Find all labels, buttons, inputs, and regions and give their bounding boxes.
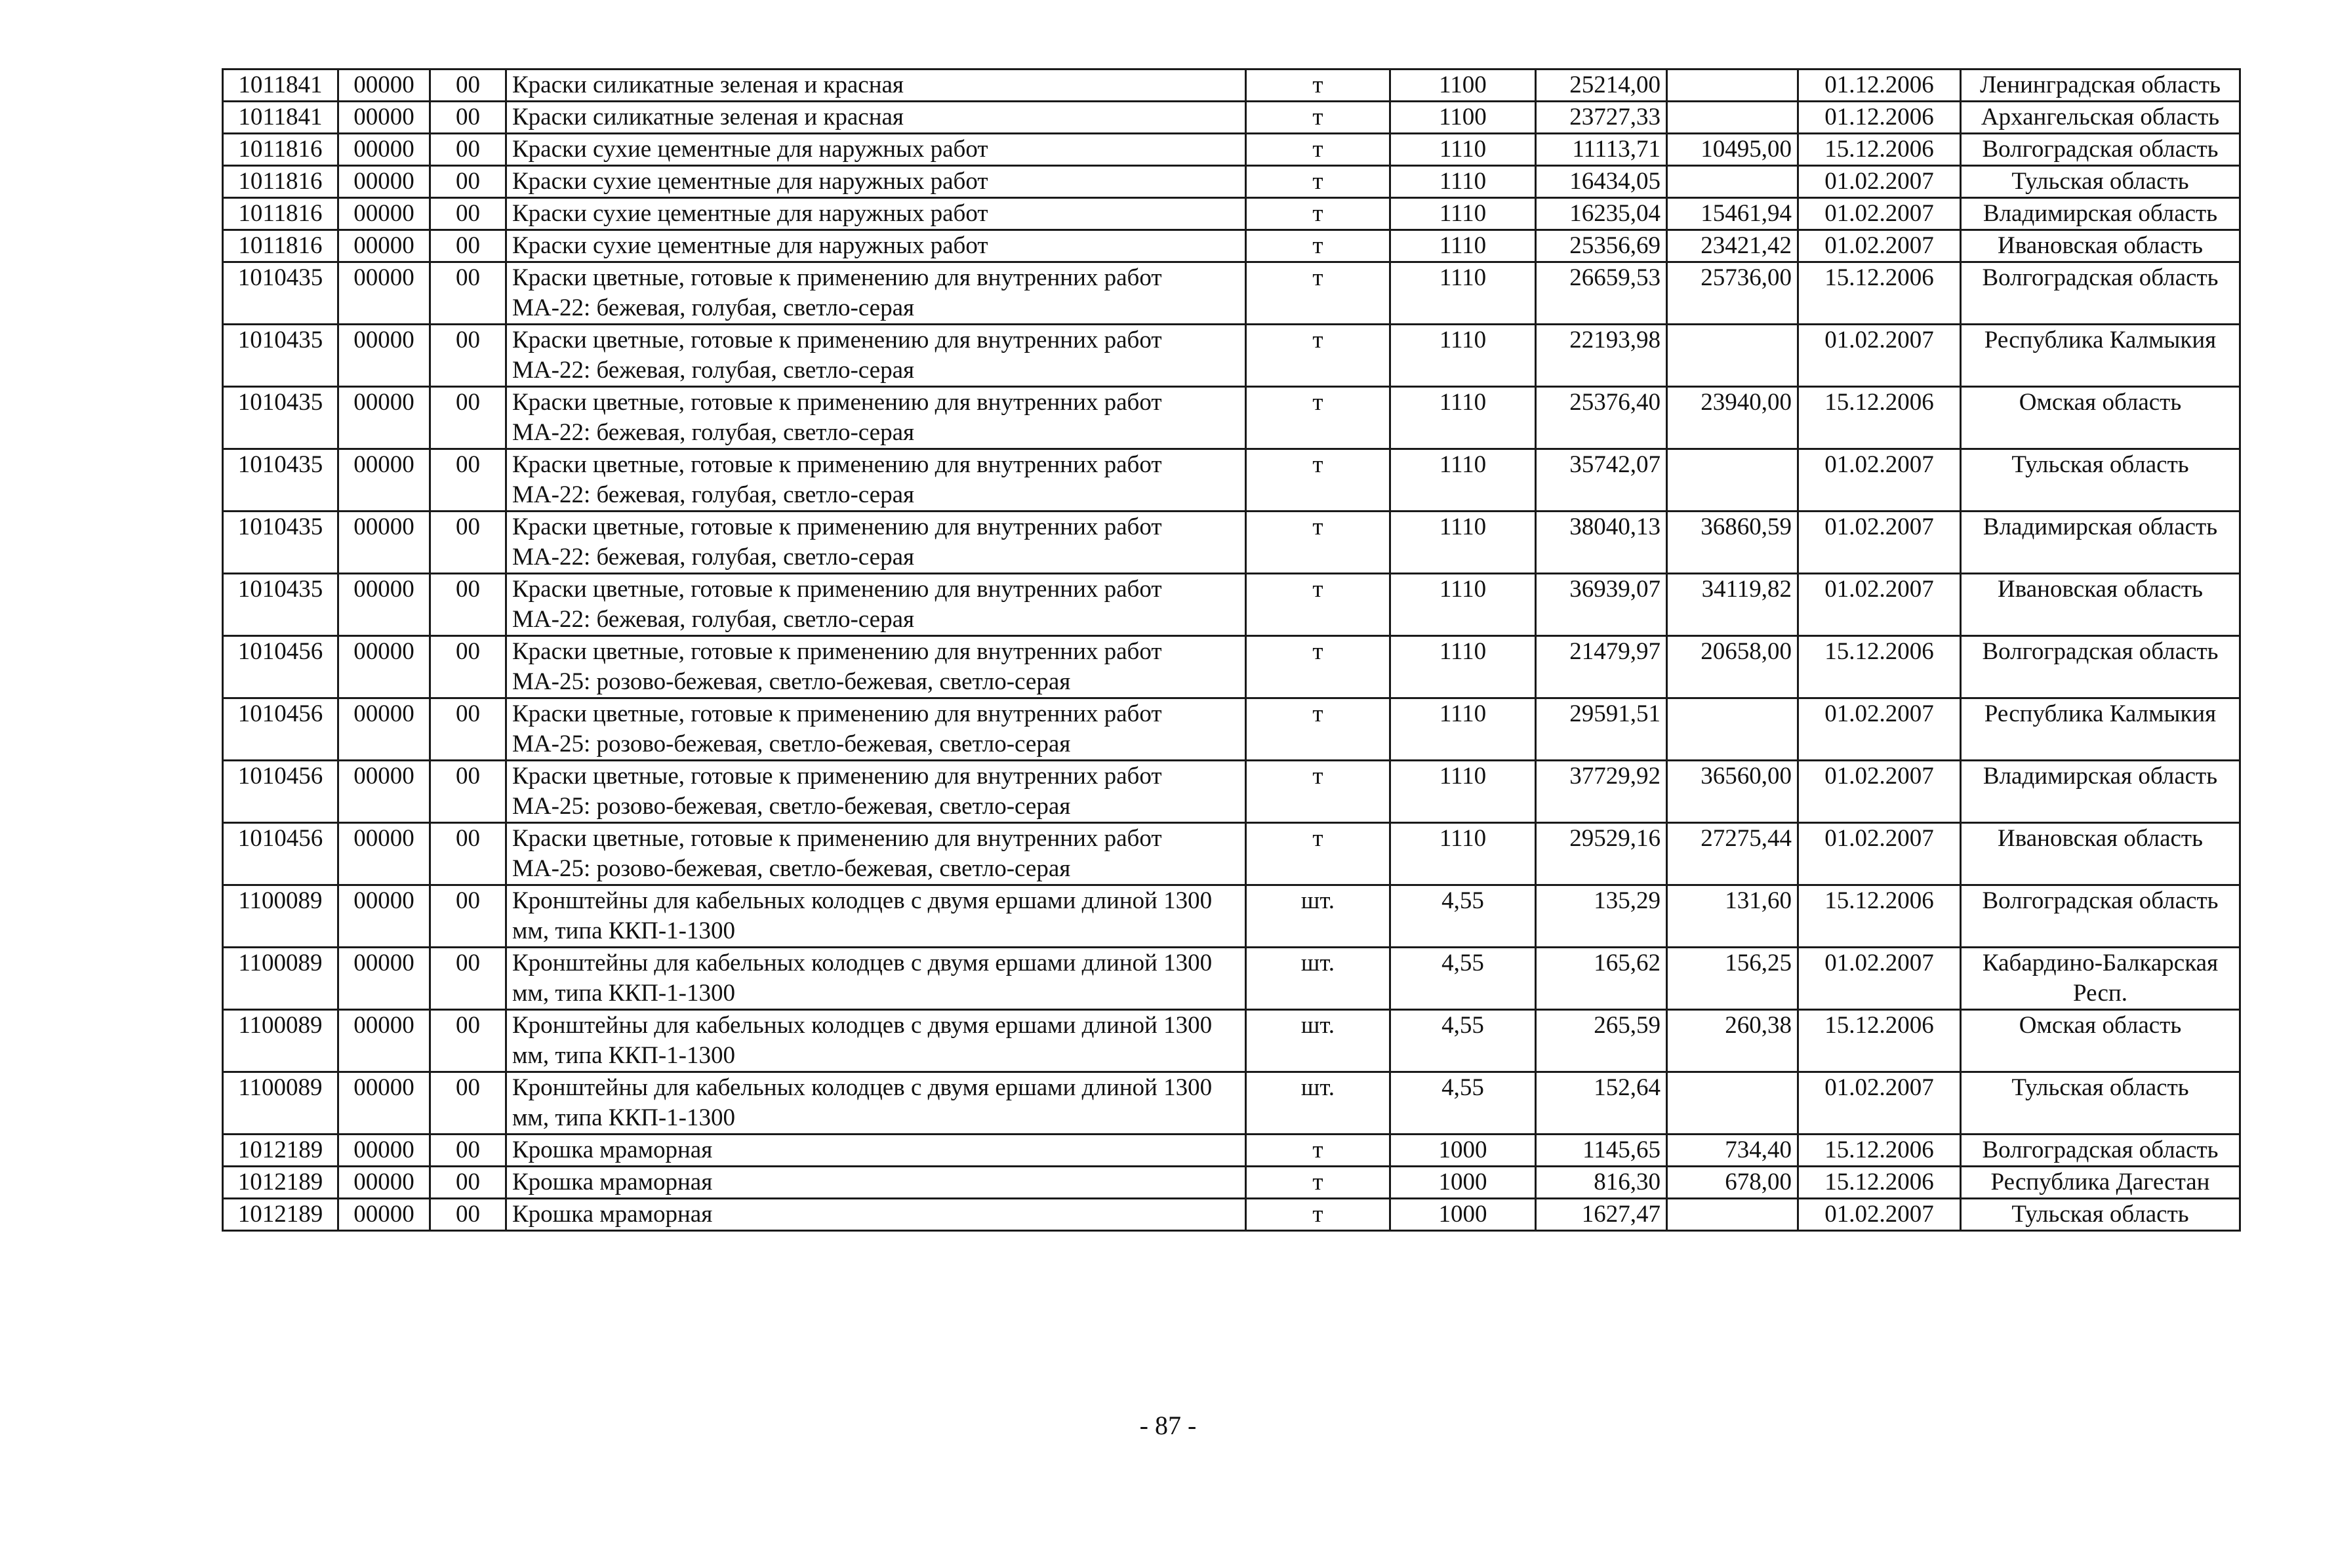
subcode2-cell: 00 [430, 262, 506, 325]
price-cell: 16434,05 [1536, 166, 1667, 198]
item-name-cell: Крошка мраморная [506, 1135, 1246, 1167]
price-vat-cell: 10495,00 [1667, 134, 1798, 166]
norm-code-cell: 4,55 [1390, 1072, 1536, 1135]
region-cell: Республика Калмыкия [1961, 698, 2240, 761]
unit-cell: т [1246, 449, 1390, 512]
norm-code-cell: 4,55 [1390, 885, 1536, 948]
table-row [223, 1199, 2240, 1231]
table-row [223, 325, 2240, 387]
price-cell: 25356,69 [1536, 230, 1667, 262]
subcode-cell: 00000 [338, 574, 430, 636]
norm-code-cell: 1000 [1390, 1167, 1536, 1199]
subcode-cell: 00000 [338, 134, 430, 166]
subcode-cell: 00000 [338, 102, 430, 134]
subcode-cell: 00000 [338, 262, 430, 325]
norm-code-cell: 1000 [1390, 1135, 1536, 1167]
norm-code-cell: 1110 [1390, 823, 1536, 885]
item-code-cell: 1010435 [223, 262, 338, 325]
price-vat-cell [1667, 1199, 1798, 1231]
subcode-cell: 00000 [338, 325, 430, 387]
date-cell: 01.02.2007 [1798, 823, 1961, 885]
subcode-cell: 00000 [338, 948, 430, 1010]
subcode2-cell: 00 [430, 134, 506, 166]
item-code-cell: 1010435 [223, 387, 338, 449]
subcode2-cell: 00 [430, 512, 506, 574]
subcode-cell: 00000 [338, 1010, 430, 1072]
price-cell: 1145,65 [1536, 1135, 1667, 1167]
subcode2-cell: 00 [430, 1135, 506, 1167]
table-row [223, 134, 2240, 166]
subcode2-cell: 00 [430, 948, 506, 1010]
table-row [223, 823, 2240, 885]
unit-cell: т [1246, 636, 1390, 698]
norm-code-cell: 4,55 [1390, 1010, 1536, 1072]
norm-code-cell: 1110 [1390, 325, 1536, 387]
price-cell: 21479,97 [1536, 636, 1667, 698]
unit-cell: т [1246, 698, 1390, 761]
table-row [223, 70, 2240, 102]
region-cell: Владимирская область [1961, 512, 2240, 574]
item-name-cell: Крошка мраморная [506, 1167, 1246, 1199]
norm-code-cell: 1110 [1390, 698, 1536, 761]
price-cell: 29529,16 [1536, 823, 1667, 885]
item-name-cell: Краски сухие цементные для наружных работ [506, 230, 1246, 262]
item-code-cell: 1010435 [223, 512, 338, 574]
region-cell: Волгоградская область [1961, 1135, 2240, 1167]
price-cell: 816,30 [1536, 1167, 1667, 1199]
region-cell: Архангельская область [1961, 102, 2240, 134]
item-name-cell: Краски сухие цементные для наружных работ [506, 134, 1246, 166]
norm-code-cell: 4,55 [1390, 948, 1536, 1010]
norm-code-cell: 1100 [1390, 70, 1536, 102]
price-cell: 36939,07 [1536, 574, 1667, 636]
item-code-cell: 1011816 [223, 230, 338, 262]
page-number: - 87 - [1139, 1411, 1197, 1440]
norm-code-cell: 1110 [1390, 230, 1536, 262]
price-vat-cell: 20658,00 [1667, 636, 1798, 698]
region-cell: Республика Калмыкия [1961, 325, 2240, 387]
price-vat-cell: 260,38 [1667, 1010, 1798, 1072]
price-cell: 152,64 [1536, 1072, 1667, 1135]
item-code-cell: 1100089 [223, 885, 338, 948]
price-cell: 35742,07 [1536, 449, 1667, 512]
table-row [223, 1072, 2240, 1135]
table-row [223, 102, 2240, 134]
subcode-cell: 00000 [338, 512, 430, 574]
norm-code-cell: 1110 [1390, 636, 1536, 698]
price-vat-cell: 23940,00 [1667, 387, 1798, 449]
region-cell: Кабардино-Балкарская Респ. [1961, 948, 2240, 1010]
region-cell: Волгоградская область [1961, 636, 2240, 698]
unit-cell: т [1246, 70, 1390, 102]
item-name-cell: Краски цветные, готовые к применению для внутренних работ МА-22: бежевая, голубая, светло-серая [506, 387, 1246, 449]
item-name-cell: Краски цветные, готовые к применению для внутренних работ МА-22: бежевая, голубая, светло-серая [506, 574, 1246, 636]
region-cell: Волгоградская область [1961, 885, 2240, 948]
date-cell: 01.02.2007 [1798, 325, 1961, 387]
subcode-cell: 00000 [338, 449, 430, 512]
price-cell: 11113,71 [1536, 134, 1667, 166]
table-row [223, 198, 2240, 230]
date-cell: 01.02.2007 [1798, 198, 1961, 230]
price-vat-cell [1667, 698, 1798, 761]
norm-code-cell: 1110 [1390, 449, 1536, 512]
region-cell: Владимирская область [1961, 761, 2240, 823]
norm-code-cell: 1110 [1390, 262, 1536, 325]
region-cell: Тульская область [1961, 166, 2240, 198]
date-cell: 01.12.2006 [1798, 70, 1961, 102]
subcode2-cell: 00 [430, 1199, 506, 1231]
price-vat-cell: 27275,44 [1667, 823, 1798, 885]
item-name-cell: Краски силикатные зеленая и красная [506, 102, 1246, 134]
table-row [223, 166, 2240, 198]
unit-cell: т [1246, 325, 1390, 387]
norm-code-cell: 1110 [1390, 761, 1536, 823]
table-body [223, 70, 2240, 1231]
item-name-cell: Краски цветные, готовые к применению для внутренних работ МА-25: розово-бежевая, светло-бежевая, светло-серая [506, 823, 1246, 885]
unit-cell: т [1246, 1199, 1390, 1231]
norm-code-cell: 1110 [1390, 166, 1536, 198]
price-vat-cell [1667, 325, 1798, 387]
region-cell: Омская область [1961, 387, 2240, 449]
subcode-cell: 00000 [338, 230, 430, 262]
subcode2-cell: 00 [430, 1010, 506, 1072]
subcode-cell: 00000 [338, 1072, 430, 1135]
price-vat-cell [1667, 102, 1798, 134]
item-code-cell: 1011816 [223, 198, 338, 230]
item-name-cell: Кронштейны для кабельных колодцев с двумя ершами длиной 1300 мм, типа ККП-1-1300 [506, 948, 1246, 1010]
table-row [223, 230, 2240, 262]
item-code-cell: 1011816 [223, 134, 338, 166]
subcode2-cell: 00 [430, 387, 506, 449]
price-cell: 23727,33 [1536, 102, 1667, 134]
item-code-cell: 1011841 [223, 102, 338, 134]
table-row [223, 1010, 2240, 1072]
date-cell: 15.12.2006 [1798, 1135, 1961, 1167]
price-vat-cell: 23421,42 [1667, 230, 1798, 262]
price-vat-cell: 131,60 [1667, 885, 1798, 948]
norm-code-cell: 1000 [1390, 1199, 1536, 1231]
table-row [223, 1135, 2240, 1167]
subcode2-cell: 00 [430, 230, 506, 262]
date-cell: 01.02.2007 [1798, 449, 1961, 512]
item-code-cell: 1011841 [223, 70, 338, 102]
subcode2-cell: 00 [430, 698, 506, 761]
subcode2-cell: 00 [430, 70, 506, 102]
price-vat-cell: 156,25 [1667, 948, 1798, 1010]
item-code-cell: 1010456 [223, 698, 338, 761]
region-cell: Ивановская область [1961, 823, 2240, 885]
subcode-cell: 00000 [338, 166, 430, 198]
price-vat-cell: 25736,00 [1667, 262, 1798, 325]
price-cell: 22193,98 [1536, 325, 1667, 387]
item-code-cell: 1100089 [223, 1010, 338, 1072]
item-code-cell: 1100089 [223, 1072, 338, 1135]
table-row [223, 262, 2240, 325]
unit-cell: шт. [1246, 1072, 1390, 1135]
price-vat-cell [1667, 449, 1798, 512]
unit-cell: т [1246, 230, 1390, 262]
norm-code-cell: 1110 [1390, 512, 1536, 574]
item-name-cell: Крошка мраморная [506, 1199, 1246, 1231]
subcode2-cell: 00 [430, 325, 506, 387]
table-row [223, 948, 2240, 1010]
unit-cell: т [1246, 574, 1390, 636]
table-row [223, 1167, 2240, 1199]
price-cell: 1627,47 [1536, 1199, 1667, 1231]
unit-cell: т [1246, 102, 1390, 134]
price-cell: 38040,13 [1536, 512, 1667, 574]
price-vat-cell: 34119,82 [1667, 574, 1798, 636]
subcode-cell: 00000 [338, 198, 430, 230]
subcode2-cell: 00 [430, 166, 506, 198]
date-cell: 01.12.2006 [1798, 102, 1961, 134]
date-cell: 15.12.2006 [1798, 636, 1961, 698]
price-cell: 16235,04 [1536, 198, 1667, 230]
item-name-cell: Краски цветные, готовые к применению для внутренних работ МА-22: бежевая, голубая, светло-серая [506, 449, 1246, 512]
table-row [223, 574, 2240, 636]
subcode-cell: 00000 [338, 387, 430, 449]
item-code-cell: 1010456 [223, 823, 338, 885]
region-cell: Тульская область [1961, 449, 2240, 512]
date-cell: 15.12.2006 [1798, 262, 1961, 325]
price-cell: 135,29 [1536, 885, 1667, 948]
item-name-cell: Краски цветные, готовые к применению для внутренних работ МА-25: розово-бежевая, светло-бежевая, светло-серая [506, 761, 1246, 823]
price-cell: 25376,40 [1536, 387, 1667, 449]
price-cell: 29591,51 [1536, 698, 1667, 761]
item-name-cell: Краски сухие цементные для наружных работ [506, 198, 1246, 230]
norm-code-cell: 1110 [1390, 134, 1536, 166]
unit-cell: шт. [1246, 948, 1390, 1010]
item-code-cell: 1011816 [223, 166, 338, 198]
subcode2-cell: 00 [430, 198, 506, 230]
subcode-cell: 00000 [338, 636, 430, 698]
subcode-cell: 00000 [338, 70, 430, 102]
date-cell: 01.02.2007 [1798, 574, 1961, 636]
norm-code-cell: 1110 [1390, 574, 1536, 636]
unit-cell: т [1246, 166, 1390, 198]
region-cell: Ивановская область [1961, 574, 2240, 636]
price-vat-cell: 678,00 [1667, 1167, 1798, 1199]
region-cell: Омская область [1961, 1010, 2240, 1072]
subcode-cell: 00000 [338, 761, 430, 823]
unit-cell: т [1246, 387, 1390, 449]
table-row [223, 761, 2240, 823]
price-vat-cell: 36860,59 [1667, 512, 1798, 574]
subcode-cell: 00000 [338, 1135, 430, 1167]
date-cell: 01.02.2007 [1798, 698, 1961, 761]
price-vat-cell [1667, 1072, 1798, 1135]
unit-cell: т [1246, 1135, 1390, 1167]
date-cell: 15.12.2006 [1798, 1167, 1961, 1199]
region-cell: Тульская область [1961, 1199, 2240, 1231]
item-name-cell: Краски цветные, готовые к применению для внутренних работ МА-22: бежевая, голубая, светло-серая [506, 325, 1246, 387]
item-code-cell: 1010435 [223, 449, 338, 512]
table-row [223, 636, 2240, 698]
table-row [223, 885, 2240, 948]
price-cell: 265,59 [1536, 1010, 1667, 1072]
item-name-cell: Кронштейны для кабельных колодцев с двумя ершами длиной 1300 мм, типа ККП-1-1300 [506, 1072, 1246, 1135]
subcode2-cell: 00 [430, 449, 506, 512]
unit-cell: т [1246, 1167, 1390, 1199]
unit-cell: т [1246, 512, 1390, 574]
table-row [223, 449, 2240, 512]
unit-cell: т [1246, 134, 1390, 166]
subcode2-cell: 00 [430, 823, 506, 885]
subcode-cell: 00000 [338, 1167, 430, 1199]
norm-code-cell: 1100 [1390, 102, 1536, 134]
item-code-cell: 1012189 [223, 1199, 338, 1231]
subcode2-cell: 00 [430, 636, 506, 698]
subcode2-cell: 00 [430, 1072, 506, 1135]
region-cell: Тульская область [1961, 1072, 2240, 1135]
date-cell: 01.02.2007 [1798, 948, 1961, 1010]
item-name-cell: Кронштейны для кабельных колодцев с двумя ершами длиной 1300 мм, типа ККП-1-1300 [506, 885, 1246, 948]
date-cell: 15.12.2006 [1798, 387, 1961, 449]
item-code-cell: 1010435 [223, 325, 338, 387]
item-name-cell: Краски цветные, готовые к применению для внутренних работ МА-25: розово-бежевая, светло-бежевая, светло-серая [506, 698, 1246, 761]
price-vat-cell: 734,40 [1667, 1135, 1798, 1167]
date-cell: 01.02.2007 [1798, 512, 1961, 574]
unit-cell: т [1246, 262, 1390, 325]
price-cell: 37729,92 [1536, 761, 1667, 823]
item-name-cell: Краски цветные, готовые к применению для внутренних работ МА-25: розово-бежевая, светло-бежевая, светло-серая [506, 636, 1246, 698]
item-name-cell: Краски сухие цементные для наружных работ [506, 166, 1246, 198]
subcode2-cell: 00 [430, 885, 506, 948]
region-cell: Ивановская область [1961, 230, 2240, 262]
price-vat-cell [1667, 166, 1798, 198]
region-cell: Республика Дагестан [1961, 1167, 2240, 1199]
item-code-cell: 1010456 [223, 636, 338, 698]
date-cell: 01.02.2007 [1798, 761, 1961, 823]
region-cell: Волгоградская область [1961, 262, 2240, 325]
date-cell: 01.02.2007 [1798, 1072, 1961, 1135]
item-code-cell: 1010456 [223, 761, 338, 823]
subcode2-cell: 00 [430, 761, 506, 823]
price-cell: 165,62 [1536, 948, 1667, 1010]
price-vat-cell: 15461,94 [1667, 198, 1798, 230]
item-name-cell: Краски силикатные зеленая и красная [506, 70, 1246, 102]
date-cell: 01.02.2007 [1798, 166, 1961, 198]
region-cell: Ленинградская область [1961, 70, 2240, 102]
table-row [223, 387, 2240, 449]
table-row [223, 698, 2240, 761]
item-code-cell: 1012189 [223, 1135, 338, 1167]
price-vat-cell [1667, 70, 1798, 102]
item-name-cell: Кронштейны для кабельных колодцев с двумя ершами длиной 1300 мм, типа ККП-1-1300 [506, 1010, 1246, 1072]
region-cell: Волгоградская область [1961, 134, 2240, 166]
unit-cell: т [1246, 198, 1390, 230]
date-cell: 15.12.2006 [1798, 1010, 1961, 1072]
table-row [223, 512, 2240, 574]
subcode-cell: 00000 [338, 698, 430, 761]
unit-cell: т [1246, 761, 1390, 823]
date-cell: 15.12.2006 [1798, 885, 1961, 948]
item-code-cell: 1010435 [223, 574, 338, 636]
subcode2-cell: 00 [430, 102, 506, 134]
item-code-cell: 1100089 [223, 948, 338, 1010]
item-name-cell: Краски цветные, готовые к применению для внутренних работ МА-22: бежевая, голубая, светло-серая [506, 262, 1246, 325]
date-cell: 15.12.2006 [1798, 134, 1961, 166]
item-code-cell: 1012189 [223, 1167, 338, 1199]
unit-cell: шт. [1246, 1010, 1390, 1072]
date-cell: 01.02.2007 [1798, 1199, 1961, 1231]
subcode-cell: 00000 [338, 823, 430, 885]
price-table [222, 68, 2241, 1232]
price-cell: 26659,53 [1536, 262, 1667, 325]
price-cell: 25214,00 [1536, 70, 1667, 102]
subcode2-cell: 00 [430, 1167, 506, 1199]
subcode2-cell: 00 [430, 574, 506, 636]
price-vat-cell: 36560,00 [1667, 761, 1798, 823]
unit-cell: т [1246, 823, 1390, 885]
region-cell: Владимирская область [1961, 198, 2240, 230]
subcode-cell: 00000 [338, 1199, 430, 1231]
subcode-cell: 00000 [338, 885, 430, 948]
norm-code-cell: 1110 [1390, 387, 1536, 449]
unit-cell: шт. [1246, 885, 1390, 948]
date-cell: 01.02.2007 [1798, 230, 1961, 262]
item-name-cell: Краски цветные, готовые к применению для внутренних работ МА-22: бежевая, голубая, светло-серая [506, 512, 1246, 574]
norm-code-cell: 1110 [1390, 198, 1536, 230]
